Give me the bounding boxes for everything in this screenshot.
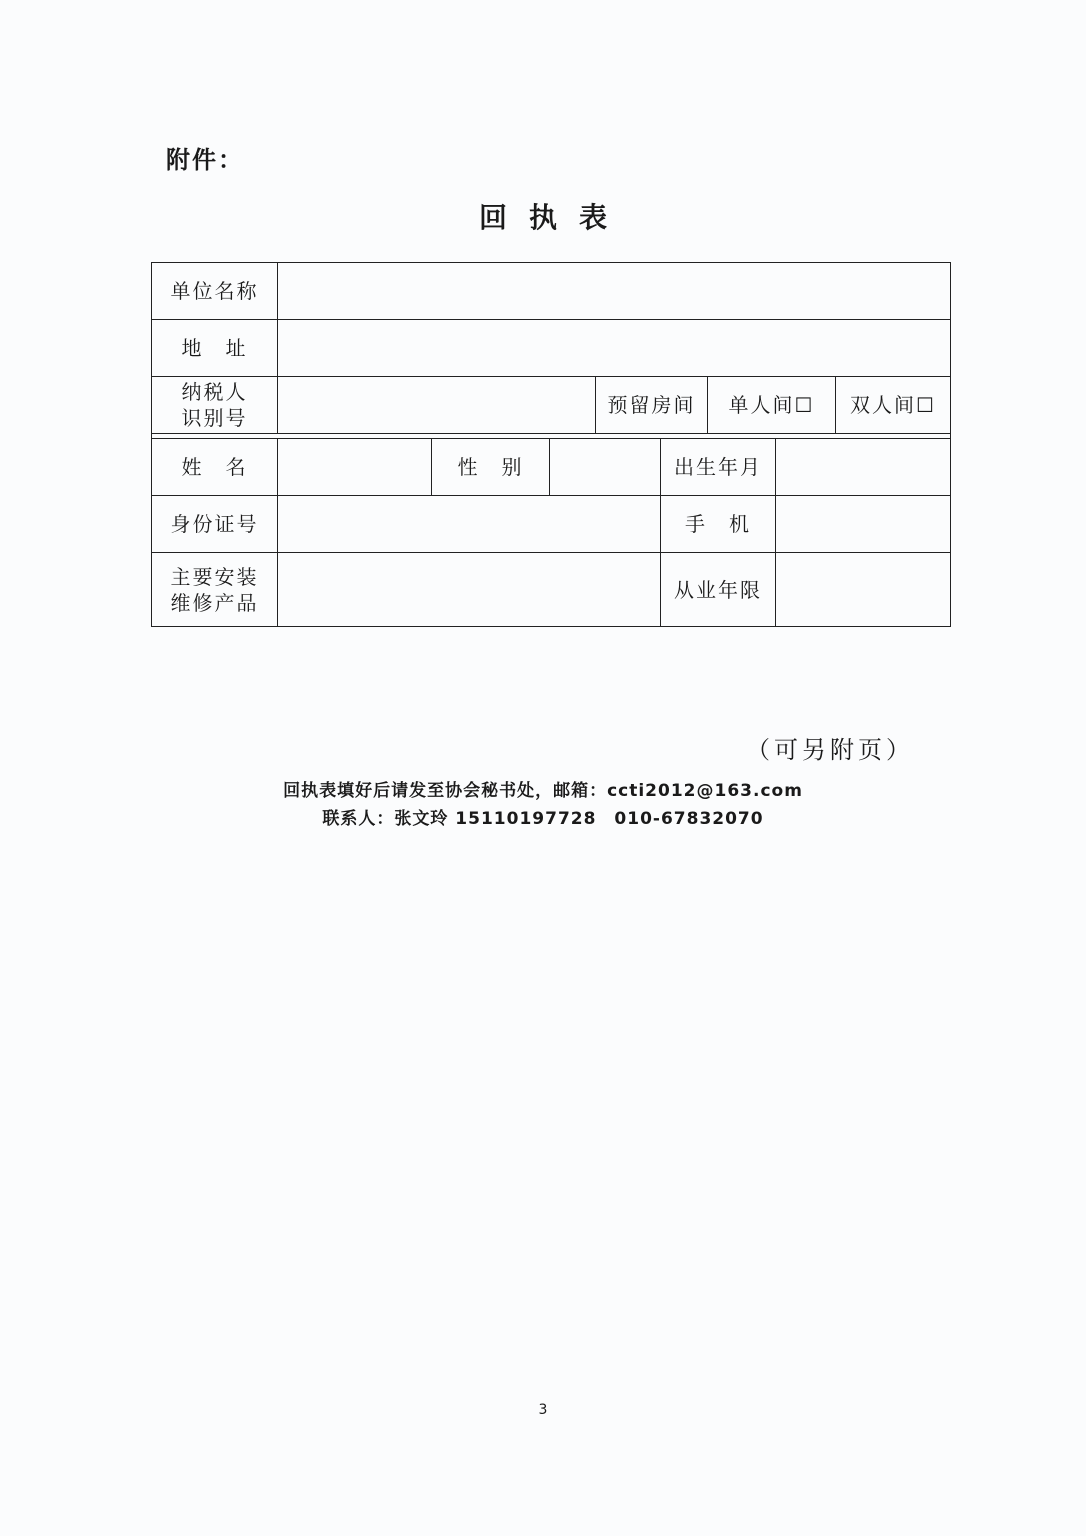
mobile-field[interactable]: [776, 496, 951, 553]
company-name-field[interactable]: [278, 263, 951, 320]
birth-date-label: 出生年月: [661, 439, 776, 496]
birth-date-field[interactable]: [776, 439, 951, 496]
single-room-checkbox[interactable]: 单人间☐: [708, 377, 836, 434]
taxpayer-id-label-line2: 识别号: [181, 406, 248, 430]
years-experience-field[interactable]: [776, 553, 951, 627]
attachment-label: 附件：: [166, 146, 244, 174]
id-number-field[interactable]: [278, 496, 661, 553]
double-room-checkbox[interactable]: 双人间☐: [836, 377, 951, 434]
form-title: 回执表: [478, 201, 629, 234]
products-label-line2: 维修产品: [170, 590, 259, 615]
extra-page-note: （可另附页）: [746, 736, 914, 764]
id-number-label: 身份证号: [152, 496, 278, 553]
name-label: 姓 名: [152, 439, 278, 496]
gender-label: 性 别: [432, 439, 550, 496]
row-name: [152, 439, 951, 496]
taxpayer-id-label: [152, 377, 278, 434]
company-name-label: 单位名称: [152, 263, 278, 320]
gender-field[interactable]: [550, 439, 661, 496]
page-number: 3: [538, 1402, 548, 1418]
mobile-label: 手 机: [661, 496, 776, 553]
row-id: [152, 496, 951, 553]
submission-instructions: 回执表填好后请发至协会秘书处，邮箱：ccti2012@163.com: [283, 781, 803, 801]
years-experience-label: 从业年限: [661, 553, 776, 627]
taxpayer-id-label-line1: 纳税人: [181, 380, 248, 404]
row-tax: [152, 377, 951, 434]
row-company: [152, 263, 951, 320]
row-products: [152, 553, 951, 627]
row-address: [152, 320, 951, 377]
products-field[interactable]: [278, 553, 661, 627]
contact-info: 联系人：张文玲 15110197728 010-67832070: [322, 809, 764, 829]
products-label: [152, 553, 278, 627]
room-reservation-label: 预留房间: [596, 377, 708, 434]
address-field[interactable]: [278, 320, 951, 377]
products-label-line1: 主要安装: [170, 564, 259, 589]
receipt-form-table: [151, 262, 951, 627]
taxpayer-id-field[interactable]: [278, 377, 596, 434]
address-label: 地 址: [152, 320, 278, 377]
name-field[interactable]: [278, 439, 432, 496]
